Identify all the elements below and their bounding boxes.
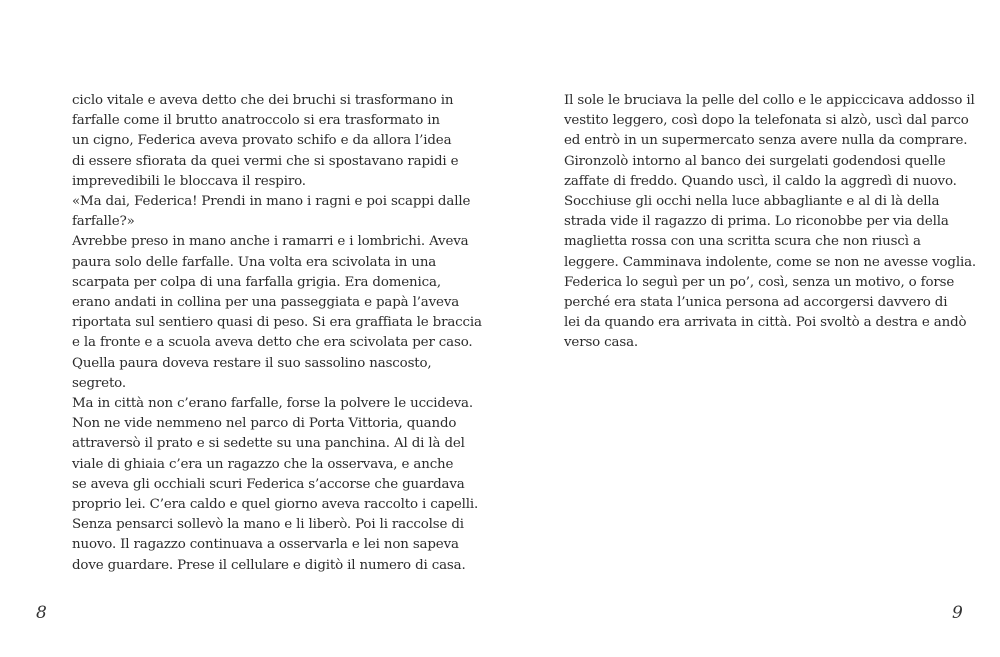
text-line: proprio lei. C’era caldo e quel giorno aveva raccolto i capelli.: [72, 497, 479, 513]
text-line: farfalle?»: [72, 214, 135, 230]
text-line: Il sole le bruciava la pelle del collo e le appiccicava addosso il: [564, 93, 975, 108]
text-line: lei da quando era arrivata in città. Poi svoltò a destra e andò: [564, 315, 967, 331]
text-line: scarpata per colpa di una farfalla grigia. Era domenica,: [72, 274, 441, 290]
text-line: paura solo delle farfalle. Una volta era scivolata in una: [72, 254, 437, 270]
text-line: Avrebbe preso in mano anche i ramarri e i lombrichi. Aveva: [72, 234, 469, 250]
text-line: Socchiuse gli occhi nella luce abbagliante e al di là della: [564, 194, 940, 210]
text-line: Federica lo seguì per un po’, così, senza un motivo, o forse: [564, 274, 955, 290]
text-line: imprevedibili le bloccava il respiro.: [72, 173, 306, 189]
text-line: se aveva gli occhiali scuri Federica s’accorse che guardava: [72, 476, 465, 492]
left-page-number: 8: [36, 603, 47, 623]
text-line: Ma in città non c’erano farfalle, forse la polvere le uccideva.: [72, 396, 473, 412]
text-line: «Ma dai, Federica! Prendi in mano i ragni e poi scappi dalle: [72, 194, 471, 210]
text-line: verso casa.: [564, 335, 639, 351]
text-line: ed entrò in un supermercato senza avere nulla da comprare.: [564, 133, 968, 149]
text-line: strada vide il ragazzo di prima. Lo riconobbe per via della: [564, 214, 949, 230]
left-page-text: [72, 91, 482, 576]
text-line: viale di ghiaia c’era un ragazzo che la osservava, e anche: [72, 456, 454, 472]
text-line: farfalle come il brutto anatroccolo si era trasformato in: [72, 113, 440, 129]
text-line: e la fronte e a scuola aveva detto che era scivolata per caso.: [72, 335, 473, 351]
text-line: Senza pensarci sollevò la mano e li liberò. Poi li raccolse di: [72, 517, 464, 533]
text-line: segreto.: [72, 375, 126, 391]
right-page-text: [564, 91, 977, 354]
text-line: nuovo. Il ragazzo continuava a osservarla e lei non sapeva: [72, 537, 459, 553]
text-line: attraversò il prato e si sedette su una panchina. Al di là del: [72, 436, 465, 452]
text-line: dove guardare. Prese il cellulare e digitò il numero di casa.: [72, 557, 466, 573]
text-line: zaffate di freddo. Quando uscì, il caldo la aggredì di nuovo.: [564, 173, 957, 189]
text-line: perché era stata l’unica persona ad accorgersi davvero di: [564, 295, 948, 311]
text-line: ciclo vitale e aveva detto che dei bruchi si trasformano in: [72, 93, 454, 108]
right-page-number: 9: [952, 603, 963, 623]
text-line: di essere sfiorata da quei vermi che si spostavano rapidi e: [72, 153, 459, 169]
text-line: maglietta rossa con una scritta scura che non riuscì a: [564, 234, 921, 250]
text-line: vestito leggero, così dopo la telefonata si alzò, uscì dal parco: [564, 113, 969, 129]
text-line: Non ne vide nemmeno nel parco di Porta Vittoria, quando: [72, 416, 457, 432]
text-line: Gironzolò intorno al banco dei surgelati godendosi quelle: [564, 153, 946, 169]
text-line: un cigno, Federica aveva provato schifo e da allora l’idea: [72, 133, 452, 149]
text-line: leggere. Camminava indolente, come se non ne avesse voglia.: [564, 254, 977, 270]
right-page: [500, 0, 1000, 657]
text-line: erano andati in collina per una passeggiata e papà l’aveva: [72, 295, 460, 311]
text-line: riportata sul sentiero quasi di peso. Si era graffiata le braccia: [72, 315, 482, 331]
text-line: Quella paura doveva restare il suo sassolino nascosto,: [72, 355, 432, 371]
